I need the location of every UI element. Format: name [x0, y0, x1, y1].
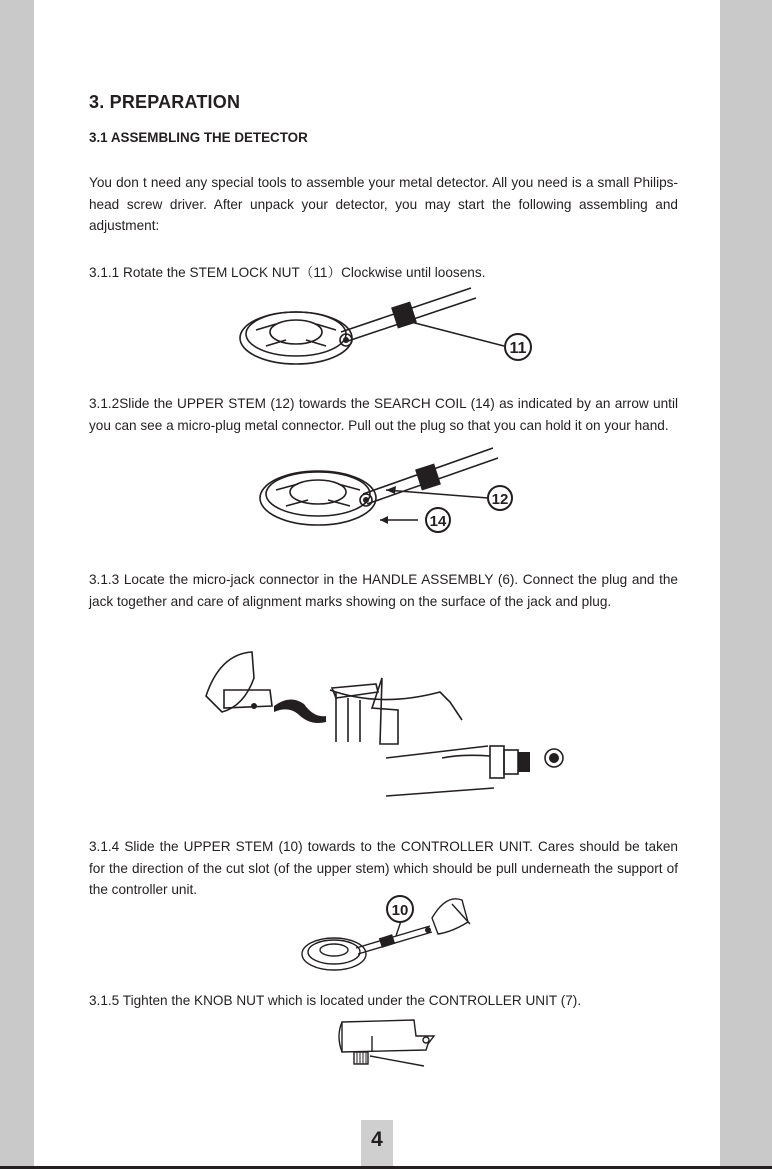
- callout-12: 12: [491, 491, 509, 508]
- step-3-1-1-text: 3.1.1 Rotate the STEM LOCK NUT（11）Clockwise until loosens.: [89, 265, 486, 280]
- step-3-1-3-text: 3.1.3 Locate the micro-jack connector in the HANDLE ASSEMBLY (6). Connect the plug and the jack together and care of alignment marks showing on the surface of the jack and plug.: [89, 572, 678, 609]
- subsection-title: 3.1 ASSEMBLING THE DETECTOR: [89, 130, 308, 145]
- left-margin-band: [0, 0, 34, 1169]
- step-3-1-2-text: 3.1.2Slide the UPPER STEM (12) towards the SEARCH COIL (14) as indicated by an arrow until you can see a micro-plug metal connector. Pull out the plug so that you can hold it on your hand.: [89, 396, 678, 433]
- handle-jack-plug-figure: [200, 648, 580, 800]
- knob-nut-figure: [330, 1014, 440, 1072]
- upper-stem-controller-figure: [300, 892, 480, 974]
- section-title: 3. PREPARATION: [89, 92, 241, 112]
- callout-14: 14: [429, 513, 447, 530]
- callout-11: 11: [509, 340, 527, 357]
- callout-10: 10: [391, 902, 409, 919]
- intro-paragraph: You don t need any special tools to assemble your metal detector. All you need is a small Philips-head screw driver. After unpack your detector, you may start the following assembling and adjustment:: [89, 175, 678, 233]
- upper-stem-search-coil-figure: [258, 446, 528, 536]
- page-number: 4: [371, 1128, 383, 1151]
- step-3-1-5-text: 3.1.5 Tighten the KNOB NUT which is located under the CONTROLLER UNIT (7).: [89, 993, 582, 1008]
- stem-lock-nut-figure: [236, 282, 546, 372]
- right-margin-band: [720, 0, 772, 1169]
- step-3-1-4-text: 3.1.4 Slide the UPPER STEM (10) towards to the CONTROLLER UNIT. Cares should be taken for the direction of the cut slot (of the upper stem) which should be pull underneath the support of the controller unit.: [89, 839, 678, 897]
